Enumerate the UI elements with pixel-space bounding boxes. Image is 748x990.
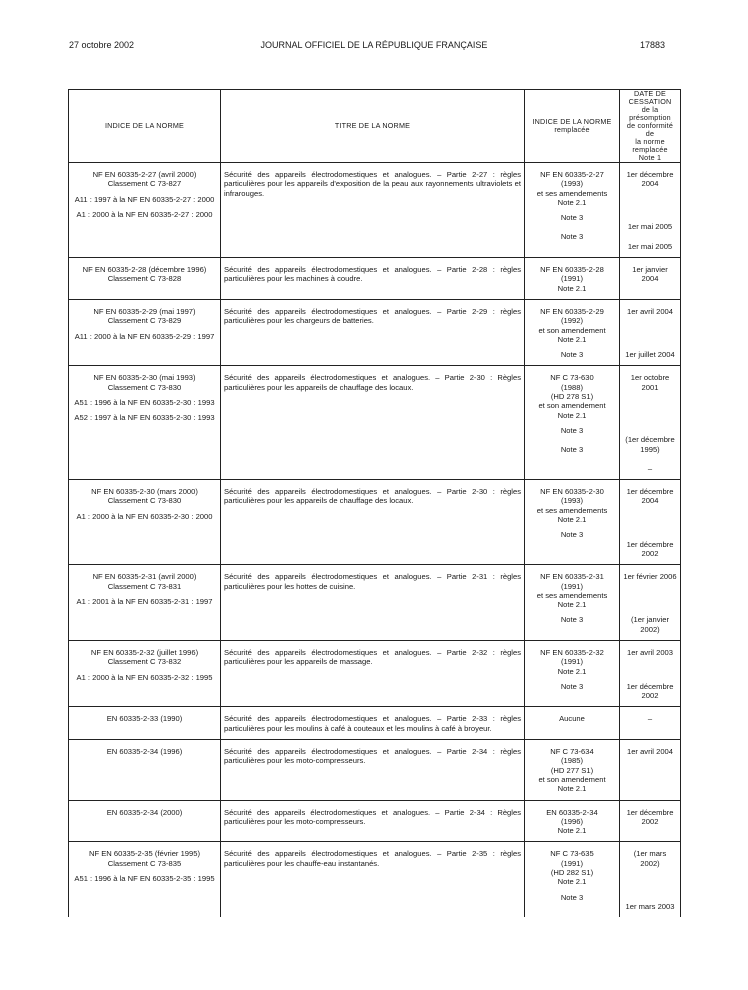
titre-text: Sécurité des appareils électrodomestiques et analogues. – Partie 2-34 : règles particulières pour les moto-compresseurs. xyxy=(224,747,521,766)
cell-indice xyxy=(69,842,221,917)
cell-remplacee xyxy=(525,480,620,565)
cell-date xyxy=(620,565,681,641)
amendment-indice: A1 : 2000 à la NF EN 60335-2-32 : 1995 xyxy=(76,672,213,682)
amendment-indice: A52 : 1997 à la NF EN 60335-2-30 : 1993 xyxy=(74,413,215,423)
date-value: (1er mars 2002) xyxy=(633,849,669,868)
norms-table xyxy=(68,89,681,917)
titre-text: Sécurité des appareils électrodomestiques et analogues. – Partie 2-31 : règles particulières pour les hottes de cuisine. xyxy=(224,572,521,591)
amendment-indice: A11 : 1997 à la NF EN 60335-2-27 : 2000 xyxy=(74,194,215,204)
cell-indice xyxy=(69,258,221,300)
cell-indice xyxy=(69,480,221,565)
amendment-remplacee: Note 3 xyxy=(560,425,584,435)
cell-date xyxy=(620,366,681,480)
amendment-date: 1er mars 2003 xyxy=(625,901,675,911)
table-header-row xyxy=(69,90,681,163)
remplacee-line: NF C 73-634 xyxy=(550,747,594,757)
cell-indice xyxy=(69,565,221,641)
cell-titre xyxy=(221,163,525,258)
indice-line: Classement C 73-835 xyxy=(107,858,182,868)
remplacee-line: Note 2.1 xyxy=(557,784,587,794)
amendment-date: (1er décembre 1995) xyxy=(625,435,677,454)
table-row xyxy=(69,800,681,842)
remplacee-line: (1996) xyxy=(561,816,583,826)
cell-titre xyxy=(221,640,525,706)
date-value: 1er avril 2003 xyxy=(626,647,673,657)
amendment-date: 1er juillet 2004 xyxy=(625,350,675,360)
cell-indice xyxy=(69,163,221,258)
cell-indice xyxy=(69,366,221,480)
date-value: 1er décembre 2002 xyxy=(626,807,676,826)
remplacee-line: et son amendement xyxy=(538,774,606,784)
date-value: – xyxy=(647,714,653,724)
cell-date xyxy=(620,800,681,842)
col-header-date xyxy=(620,90,681,163)
remplacee-line: (1991) xyxy=(561,581,583,591)
cell-titre xyxy=(221,740,525,800)
date-value: 1er janvier 2004 xyxy=(632,265,670,284)
titre-text: Sécurité des appareils électrodomestiques et analogues. – Partie 2-34 : Règles particulières pour les moto-compresseurs. xyxy=(224,807,521,826)
cell-indice xyxy=(69,707,221,740)
remplacee-line: (1991) xyxy=(561,274,583,284)
remplacee-line: Note 2.1 xyxy=(557,600,587,610)
indice-line: NF EN 60335-2-30 (mai 1993) xyxy=(93,373,196,383)
indice-line: Classement C 73-830 xyxy=(107,496,182,506)
remplacee-line: Note 2.1 xyxy=(557,826,587,836)
table-row xyxy=(69,640,681,706)
table-row xyxy=(69,480,681,565)
remplacee-line: Aucune xyxy=(559,714,585,724)
titre-text: Sécurité des appareils électrodomestiques et analogues. – Partie 2-33 : règles particulières pour les moulins à café à couteaux et les moulins à café à broyeur. xyxy=(224,714,521,733)
remplacee-line: NF C 73-635 xyxy=(550,849,594,859)
remplacee-line: (1993) xyxy=(561,179,583,189)
col-header-remplacee-line1: INDICE DE LA NORME xyxy=(532,117,612,126)
cell-remplacee xyxy=(525,565,620,641)
remplacee-line: (HD 277 S1) xyxy=(550,765,594,775)
indice-line: NF EN 60335-2-29 (mai 1997) xyxy=(93,306,196,316)
col-header-date-line5: Note 1 xyxy=(638,153,662,162)
indice-line: NF EN 60335-2-28 (décembre 1996) xyxy=(82,265,207,275)
remplacee-line: Note 2.1 xyxy=(557,283,587,293)
remplacee-line: (HD 278 S1) xyxy=(550,392,594,402)
page-number: 17883 xyxy=(640,40,666,50)
remplacee-line: NF EN 60335-2-32 xyxy=(540,647,604,657)
remplacee-line: (HD 282 S1) xyxy=(550,868,594,878)
remplacee-line: (1988) xyxy=(561,382,583,392)
remplacee-line: Note 2.1 xyxy=(557,197,587,207)
remplacee-line: Note 2.1 xyxy=(557,877,587,887)
cell-date xyxy=(620,640,681,706)
amendment-remplacee: Note 3 xyxy=(560,445,584,455)
cell-date xyxy=(620,842,681,917)
cell-remplacee xyxy=(525,163,620,258)
amendment-remplacee: Note 3 xyxy=(560,530,584,540)
indice-line: Classement C 73-829 xyxy=(107,316,182,326)
cell-remplacee xyxy=(525,299,620,365)
remplacee-line: NF C 73-630 xyxy=(550,373,594,383)
remplacee-line: Note 2.1 xyxy=(557,666,587,676)
titre-text: Sécurité des appareils électrodomestiques et analogues. – Partie 2-30 : Règles particulières pour les appareils de chauffage des locaux. xyxy=(224,373,521,392)
cell-titre xyxy=(221,299,525,365)
table-row xyxy=(69,258,681,300)
amendment-remplacee: Note 3 xyxy=(560,892,584,902)
cell-date xyxy=(620,740,681,800)
amendment-date: 1er mai 2005 xyxy=(627,222,673,232)
table-row xyxy=(69,565,681,641)
cell-date xyxy=(620,299,681,365)
cell-titre xyxy=(221,842,525,917)
indice-line: Classement C 73-827 xyxy=(107,179,182,189)
cell-titre xyxy=(221,800,525,842)
cell-date xyxy=(620,258,681,300)
cell-titre xyxy=(221,366,525,480)
col-header-date-line2: de la présomption xyxy=(629,105,671,122)
date-value: 1er décembre 2004 xyxy=(626,487,676,506)
remplacee-line: (1991) xyxy=(561,858,583,868)
table-row xyxy=(69,299,681,365)
col-header-date-line1: DATE DE CESSATION xyxy=(628,89,672,106)
amendment-indice: A1 : 2000 à la NF EN 60335-2-30 : 2000 xyxy=(76,511,213,521)
cell-titre xyxy=(221,565,525,641)
cell-indice xyxy=(69,299,221,365)
header-date: 27 octobre 2002 xyxy=(69,40,135,50)
remplacee-line: NF EN 60335-2-27 xyxy=(540,170,604,179)
cell-remplacee xyxy=(525,258,620,300)
indice-line: Classement C 73-830 xyxy=(107,382,182,392)
remplacee-line: (1992) xyxy=(561,316,583,326)
amendment-indice: A1 : 2000 à la NF EN 60335-2-27 : 2000 xyxy=(76,209,213,219)
amendment-date: 1er décembre 2002 xyxy=(626,681,676,701)
cell-date xyxy=(620,707,681,740)
titre-text: Sécurité des appareils électrodomestiques et analogues. – Partie 2-27 : règles particulières pour les appareils d'exposition de la peau aux rayonnements ultraviolets et infrarouges. xyxy=(224,170,521,198)
cell-indice xyxy=(69,740,221,800)
titre-text: Sécurité des appareils électrodomestiques et analogues. – Partie 2-30 : règles particulières pour les appareils de chauffage des locaux. xyxy=(224,487,521,506)
indice-line: NF EN 60335-2-27 (avril 2000) xyxy=(92,170,197,179)
remplacee-line: (1993) xyxy=(561,496,583,506)
cell-titre xyxy=(221,480,525,565)
remplacee-line: NF EN 60335-2-31 xyxy=(540,572,604,582)
cell-titre xyxy=(221,707,525,740)
cell-remplacee xyxy=(525,640,620,706)
remplacee-line: EN 60335-2-34 xyxy=(546,807,598,817)
col-header-remplacee-line2: remplacée xyxy=(554,125,590,134)
cell-remplacee xyxy=(525,740,620,800)
remplacee-line: (1991) xyxy=(561,657,583,667)
col-header-indice: INDICE DE LA NORME xyxy=(69,90,221,163)
remplacee-line: Note 2.1 xyxy=(557,515,587,525)
table-row xyxy=(69,707,681,740)
col-header-titre: TITRE DE LA NORME xyxy=(221,90,525,163)
amendment-date: – xyxy=(647,463,653,473)
amendment-remplacee: Note 3 xyxy=(560,213,584,223)
remplacee-line: (1985) xyxy=(561,756,583,766)
table-row xyxy=(69,163,681,258)
cell-indice xyxy=(69,800,221,842)
indice-line: Classement C 73-831 xyxy=(107,581,182,591)
remplacee-line: et ses amendements xyxy=(536,590,608,600)
date-value: 1er février 2006 xyxy=(623,572,677,582)
titre-text: Sécurité des appareils électrodomestiques et analogues. – Partie 2-35 : règles particulières pour les chauffe-eau instantanés. xyxy=(224,849,521,868)
amendment-remplacee: Note 3 xyxy=(560,615,584,625)
indice-line: Classement C 73-832 xyxy=(107,657,182,667)
amendment-remplacee: Note 3 xyxy=(560,350,584,360)
indice-line: Classement C 73-828 xyxy=(107,274,182,284)
indice-line: EN 60335-2-33 (1990) xyxy=(106,714,183,724)
date-value: 1er décembre 2004 xyxy=(626,170,676,189)
remplacee-line: et son amendement xyxy=(538,401,606,411)
col-header-date-line4: la norme remplacée xyxy=(632,137,668,154)
remplacee-line: NF EN 60335-2-30 xyxy=(540,487,604,497)
cell-date xyxy=(620,480,681,565)
amendment-indice: A1 : 2001 à la NF EN 60335-2-31 : 1997 xyxy=(76,596,213,606)
col-header-remplacee xyxy=(525,90,620,163)
indice-line: EN 60335-2-34 (1996) xyxy=(106,747,183,757)
indice-line: NF EN 60335-2-31 (avril 2000) xyxy=(92,572,197,582)
titre-text: Sécurité des appareils électrodomestiques et analogues. – Partie 2-32 : règles particulières pour les appareils de massage. xyxy=(224,647,521,667)
date-value: 1er avril 2004 xyxy=(626,747,673,757)
cell-remplacee xyxy=(525,707,620,740)
remplacee-line: et ses amendements xyxy=(536,505,608,515)
indice-line: EN 60335-2-34 (2000) xyxy=(106,807,183,817)
table-row xyxy=(69,842,681,917)
remplacee-line: et son amendement xyxy=(538,325,606,335)
cell-indice xyxy=(69,640,221,706)
date-value: 1er avril 2004 xyxy=(626,306,673,316)
remplacee-line: Note 2.1 xyxy=(557,410,587,420)
date-value: 1er octobre 2001 xyxy=(630,373,672,392)
amendment-remplacee: Note 3 xyxy=(560,232,584,242)
titre-text: Sécurité des appareils électrodomestiques et analogues. – Partie 2-28 : règles particulières pour les machines à coudre. xyxy=(224,265,521,284)
col-header-date-line3: de conformité de xyxy=(626,121,676,138)
amendment-date: 1er mai 2005 xyxy=(627,241,673,251)
amendment-indice: A51 : 1996 à la NF EN 60335-2-30 : 1993 xyxy=(74,398,215,408)
indice-line: NF EN 60335-2-32 (juillet 1996) xyxy=(90,647,199,657)
amendment-date: (1er janvier 2002) xyxy=(631,615,672,634)
cell-remplacee xyxy=(525,842,620,917)
page-header xyxy=(0,40,748,54)
table-row xyxy=(69,366,681,480)
remplacee-line: NF EN 60335-2-29 xyxy=(540,306,604,316)
cell-remplacee xyxy=(525,366,620,480)
remplacee-line: et ses amendements xyxy=(536,188,608,198)
remplacee-line: Note 2.1 xyxy=(557,334,587,344)
journal-title: JOURNAL OFFICIEL DE LA RÉPUBLIQUE FRANÇAISE xyxy=(260,40,488,50)
indice-line: NF EN 60335-2-35 (février 1995) xyxy=(88,849,200,859)
amendment-indice: A11 : 2000 à la NF EN 60335-2-29 : 1997 xyxy=(74,331,215,341)
amendment-date: 1er décembre 2002 xyxy=(626,539,676,558)
amendment-indice: A51 : 1996 à la NF EN 60335-2-35 : 1995 xyxy=(74,874,215,884)
amendment-remplacee: Note 3 xyxy=(560,681,584,691)
indice-line: NF EN 60335-2-30 (mars 2000) xyxy=(91,487,198,497)
cell-titre xyxy=(221,258,525,300)
cell-remplacee xyxy=(525,800,620,842)
table-row xyxy=(69,740,681,800)
remplacee-line: NF EN 60335-2-28 xyxy=(540,265,604,275)
cell-date xyxy=(620,163,681,258)
titre-text: Sécurité des appareils électrodomestiques et analogues. – Partie 2-29 : règles particulières pour les chargeurs de batteries. xyxy=(224,306,521,326)
